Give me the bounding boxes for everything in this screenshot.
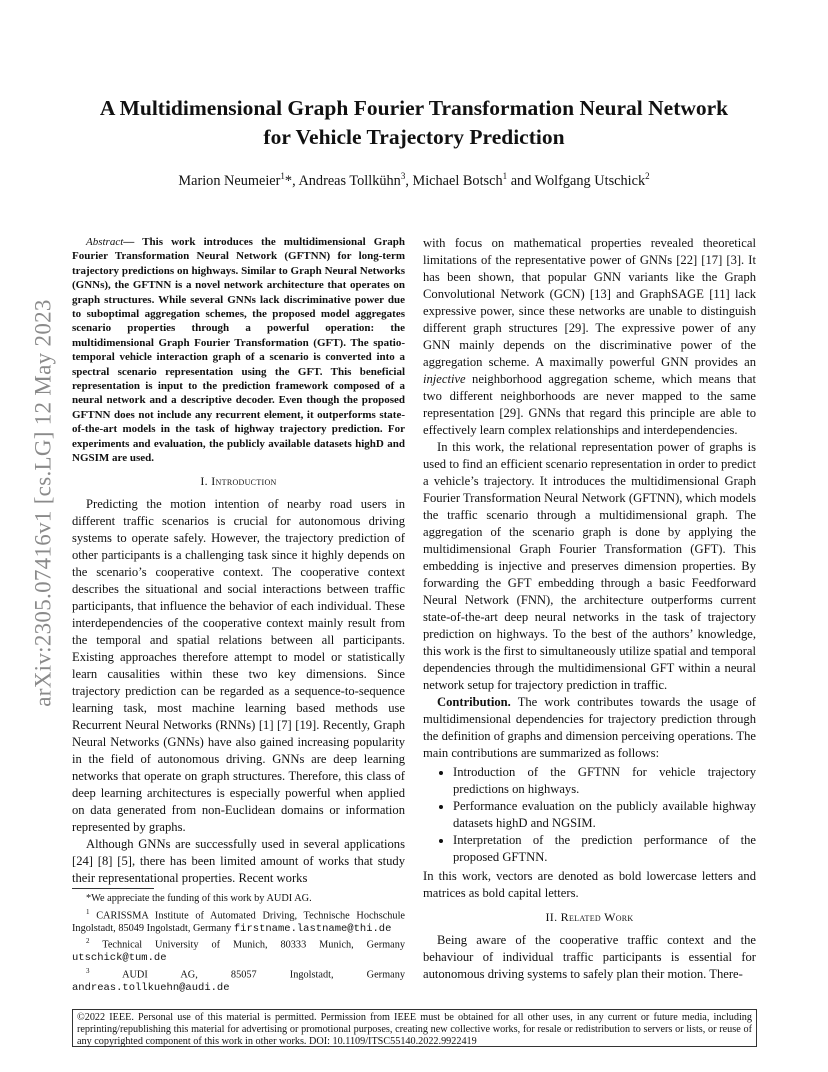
right-paragraph-2: In this work, the relational representation power of graphs is used to find an efficient scenario representation in order to predict a vehicle’s trajectory. It introduces the multidimensional Graph Fourier Transformation Neural Network (GFTNN), which models the traffic scenario through a multidimensional graph. The aggregation of the scenario graph is done by applying the multidimensional Graph Fourier Transformation (GFT). This embedding is injective and preserves dimension properties. By forwarding the GFT embedding through a basic Feedforward Neural Network (FNN), the architecture outperforms current state-of-the-art deep neural networks in the task of trajectory prediction on highways. To the best of the authors’ knowledge, this work is the first to simultaneously utilize spatial and temporal dependencies through the multidimensional GFT within a neural network setup for trajectory prediction in traffic. (423, 440, 756, 692)
contribution-list (423, 764, 756, 866)
footnotes (72, 893, 405, 994)
author-3-affil: 1 (502, 171, 508, 181)
contribution-paragraph (423, 694, 756, 762)
footnote-3-mark: 3 (86, 966, 90, 975)
right-paragraph-1 (423, 235, 756, 439)
footnote-2 (72, 935, 405, 965)
author-1-mark: * (284, 172, 293, 189)
footnote-1-text: CARISSMA Institute of Automated Driving, Technische Hochschule Ingolstadt, 85049 Ingolstadt, Germany (72, 910, 406, 934)
author-conjunction: and (507, 172, 535, 189)
section-heading-introduction: I. Introduction (200, 473, 277, 488)
intro-paragraph-1: Predicting the motion intention of nearby road users in different traffic scenarios is crucial for autonomous driving systems to operate safely. However, the trajectory prediction of other participants is a challenging task since it highly depends on the scenario’s cooperative context. The cooperative context describes the situational and social interactions between traffic participants, that influence the behavior of each individual. These interdependencies of the cooperative context mainly result from the temporal and spatial relations between all participants. Existing approaches therefore attempt to model or statistically learn causalities within these two key dimensions. Since trajectory prediction can be regarded as a sequence-to-sequence learning task, most machine learning based methods use Recurrent Neural Networks (RNNs) [1] [7] [19]. Recently, Graph Neural Networks (GNNs) have also gained increasing popularity in the field of autonomous driving. GNNs are deep learning networks that operate on graph structures. Therefore, this class of deep learning architectures is especially powerful when applied on data generated from non-Euclidean domains or information represented by graphs. (72, 496, 405, 834)
list-item: • Interpretation of the prediction performance of the proposed GFTNN. (453, 832, 756, 866)
arxiv-id: arXiv:2305.07416v1 [cs.LG] 12 May 2023 (31, 299, 56, 707)
footnote-3-text: AUDI AG, 85057 Ingolstadt, Germany (122, 969, 405, 981)
footnote-funding: *We appreciate the funding of this work by AUDI AG. (86, 893, 312, 904)
emphasis-injective: injective (423, 372, 466, 386)
intro-paragraph-2: Although GNNs are successfully used in several applications [24] [8] [5], there has been limited amount of works that study their representational properties. Recent works (72, 836, 405, 885)
author-list (60, 171, 768, 190)
footnote-1 (72, 906, 405, 936)
footnote-2-email: utschick@tum.de (72, 952, 167, 965)
contribution-lead: Contribution. (437, 695, 511, 709)
list-item: • Performance evaluation on the publicly available highway datasets highD and NGSIM. (453, 798, 756, 832)
footnote-1-email: firstname.lastname@thi.de (233, 922, 392, 935)
author-separator: , (405, 172, 413, 189)
abstract-lead: Abstract (86, 236, 124, 248)
title-line-2: for Vehicle Trajectory Prediction (263, 125, 565, 149)
footnote-3-email: andreas.tollkuehn@audi.de (72, 981, 230, 994)
right-paragraph-1-text-end: neighborhood aggregation scheme, which means that two different neighborhoods are never mapped to the same representation [29]. GNNs that regard this principle are able to effectively learn complex relationships and interdependencies. (423, 372, 756, 437)
arxiv-stamp (22, 278, 66, 728)
author-1-affil: 1 (280, 171, 285, 181)
copyright-notice: ©2022 IEEE. Personal use of this material is permitted. Permission from IEEE must be obtained for all other uses, in any current or future media, including reprinting/republishing this material for advertising or promotional purposes, creating new collective works, for resale or redistribution to servers or lists, or reuse of any copyrighted component of this work in other works. DOI: 10.1109/ITSC55140.2022.9922419 (72, 1009, 757, 1047)
right-column (423, 235, 756, 983)
author-4: Wolfgang Utschick (534, 172, 646, 189)
footnote-3 (72, 965, 405, 995)
section-heading-related-work: II. Related Work (545, 910, 634, 924)
author-2: Andreas Tollkühn (298, 172, 401, 189)
author-4-affil: 2 (645, 171, 650, 181)
related-paragraph-1: Being aware of the cooperative traffic context and the behaviour of individual traffic participants is essential for autonomous driving systems to safely plan their motion. There- (423, 933, 756, 981)
abstract (72, 235, 405, 466)
author-1: Marion Neumeier (178, 172, 281, 189)
right-paragraph-1-text: with focus on mathematical properties revealed theoretical limitations of the representative power of GNNs [22] [17] [3]. It has been shown, that popular GNN variants like the Graph Convolutional Network (GCN) [13] and GraphSAGE [11] lack expressive power, since these networks are unable to distinguish different graph structures [29]. The expressive power of any GNN mainly depends on the discriminative power of the aggregation scheme. A maximally powerful GNN provides an (423, 236, 756, 369)
author-3: Michael Botsch (412, 172, 503, 189)
footnote-rule (72, 888, 154, 889)
author-separator: , (292, 172, 299, 189)
notation-paragraph: In this work, vectors are denoted as bold lowercase letters and matrices as bold capital letters. (423, 869, 756, 900)
abstract-body: This work introduces the multidimensional Graph Fourier Transformation Neural Network (GFTNN) for long-term trajectory predictions on highways. Similar to Graph Neural Networks (GNNs), the GFTNN is a novel network architecture that operates on graph structures. While several GNNs lack discriminative power due to suboptimal aggregation schemes, the proposed model aggregates scenario properties through a powerful operation: the multidimensional Graph Fourier Transformation (GFT). The spatio-temporal vehicle interaction graph of a scenario is converted into a spectral scenario representation using the GFT. This beneficial representation is input to the prediction framework composed of a neural network and a descriptive decoder. Even though the proposed GFTNN does not include any recurrent element, it outperforms state-of-the-art models in the task of highway trajectory prediction. For experiments and evaluation, the publicly available datasets highD and NGSIM are used. (72, 236, 405, 465)
paper-title (60, 94, 768, 152)
list-item: • Introduction of the GFTNN for vehicle trajectory predictions on highways. (453, 764, 756, 798)
contribution-body: The work contributes towards the usage of multidimensional dependencies for trajectory prediction through the definition of graphs and dimension perceiving operations. The main contributions are summarized as follows: (423, 695, 756, 760)
author-2-affil: 3 (400, 171, 406, 181)
left-column (72, 235, 405, 887)
title-line-1: A Multidimensional Graph Fourier Transformation Neural Network (99, 96, 729, 120)
footnote-2-mark: 2 (86, 937, 90, 946)
abstract-dash: — (123, 236, 143, 248)
footnote-2-text: Technical University of Munich, 80333 Munich, Germany (102, 939, 405, 951)
footnote-1-mark: 1 (86, 907, 90, 916)
